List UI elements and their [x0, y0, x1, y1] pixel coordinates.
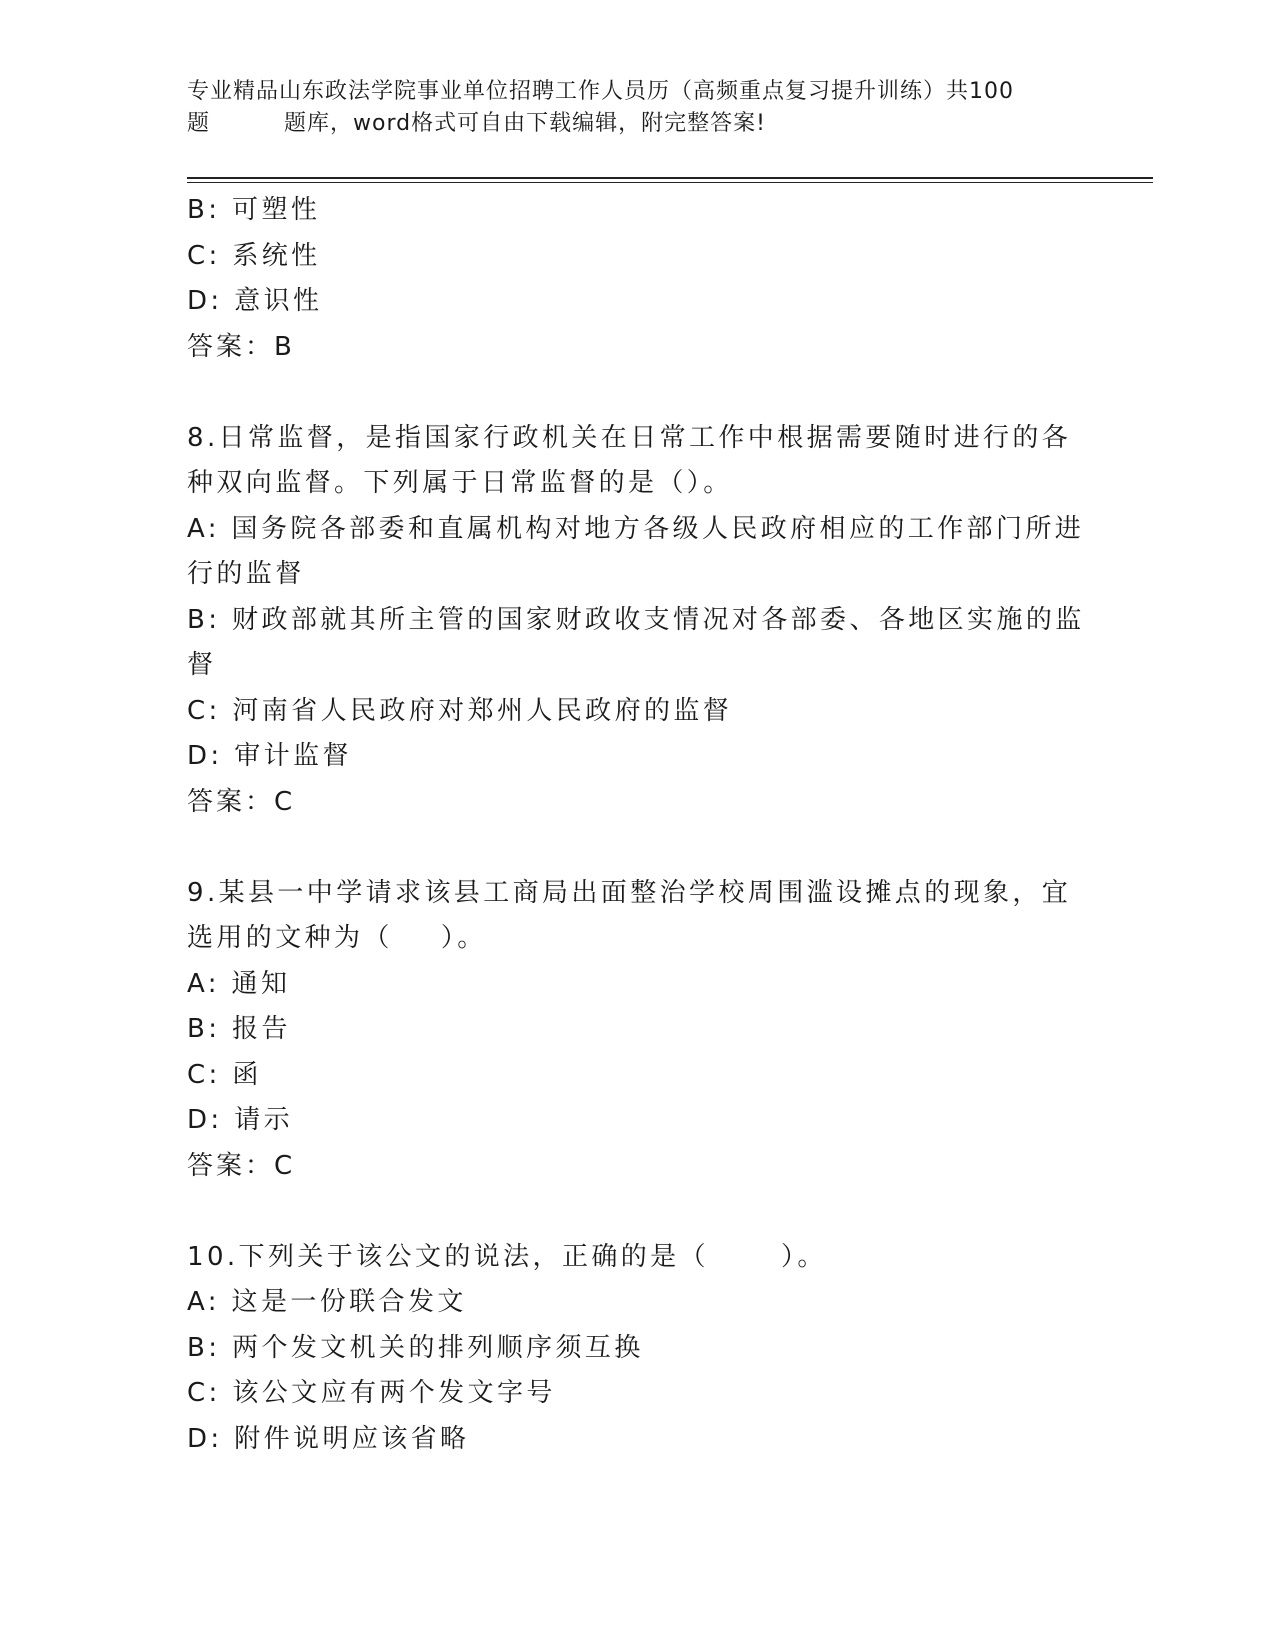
option-a-continued: 行的监督: [187, 559, 305, 589]
question-stem-end: ）。: [780, 1241, 827, 1272]
header-title-line-1: 专业精品山东政法学院事业单位招聘工作人员历（高频重点复习提升训练）共100: [187, 79, 1014, 104]
option-d: D: 意识性: [187, 286, 323, 316]
question-10: [187, 1235, 1067, 1463]
option-c: C: 河南省人民政府对郑州人民政府的监督: [187, 695, 733, 726]
header-title-line-2-end: 题库，word格式可自由下载编辑，附完整答案!: [284, 111, 766, 136]
option-d: D: 审计监督: [187, 741, 352, 771]
option-b-continued: 督: [187, 650, 217, 680]
option-c: C: 系统性: [187, 240, 321, 271]
answer-label: 答案：: [187, 331, 275, 362]
question-stem-start: 10.下列关于该公文的说法，正确的是（: [187, 1241, 709, 1272]
question-stem-end: ）。: [440, 923, 487, 953]
question-content: [187, 188, 1085, 1462]
page-header: [187, 76, 1087, 140]
question-stem-continued: [187, 916, 1067, 962]
header-title-line-2-start: 题: [187, 111, 211, 136]
question-9: [187, 871, 1072, 1190]
option-a: A: 通知: [187, 968, 291, 999]
option-d: D: 附件说明应该省略: [187, 1423, 470, 1454]
question-stem-continued: 种双向监督。下列属于日常监督的是（）。: [187, 468, 733, 498]
answer-line: [187, 1144, 1067, 1190]
question-stem-start: 选用的文种为（: [187, 923, 393, 953]
answer-line: [187, 325, 1067, 371]
header-divider-thick: [187, 177, 1153, 179]
question-8: [187, 416, 1085, 826]
option-b: B: 财政部就其所主管的国家财政收支情况对各部委、各地区实施的监: [187, 604, 1085, 635]
option-b: B: 两个发文机关的排列顺序须互换: [187, 1332, 644, 1363]
answer-label: 答案：: [187, 786, 275, 817]
answer-value: B: [274, 331, 293, 362]
question-7-tail: [187, 188, 1067, 370]
option-c: C: 函: [187, 1059, 262, 1090]
question-stem: [187, 1235, 1067, 1281]
option-c: C: 该公文应有两个发文字号: [187, 1378, 556, 1408]
option-a: A: 这是一份联合发文: [187, 1287, 467, 1317]
question-stem: 9.某县一中学请求该县工商局出面整治学校周围滥设摊点的现象，宜: [187, 877, 1072, 908]
header-title-line-2: [187, 108, 1087, 140]
answer-label: 答案：: [187, 1150, 275, 1181]
answer-line: [187, 780, 1067, 826]
option-d: D: 请示: [187, 1105, 294, 1135]
option-a: A: 国务院各部委和直属机构对地方各级人民政府相应的工作部门所进: [187, 513, 1085, 544]
option-b: B: 可塑性: [187, 195, 321, 225]
header-divider-thin: [187, 182, 1153, 183]
option-b: B: 报告: [187, 1014, 291, 1044]
answer-value: C: [274, 786, 293, 817]
answer-value: C: [274, 1150, 293, 1181]
question-stem: 8.日常监督，是指国家行政机关在日常工作中根据需要随时进行的各: [187, 422, 1072, 453]
